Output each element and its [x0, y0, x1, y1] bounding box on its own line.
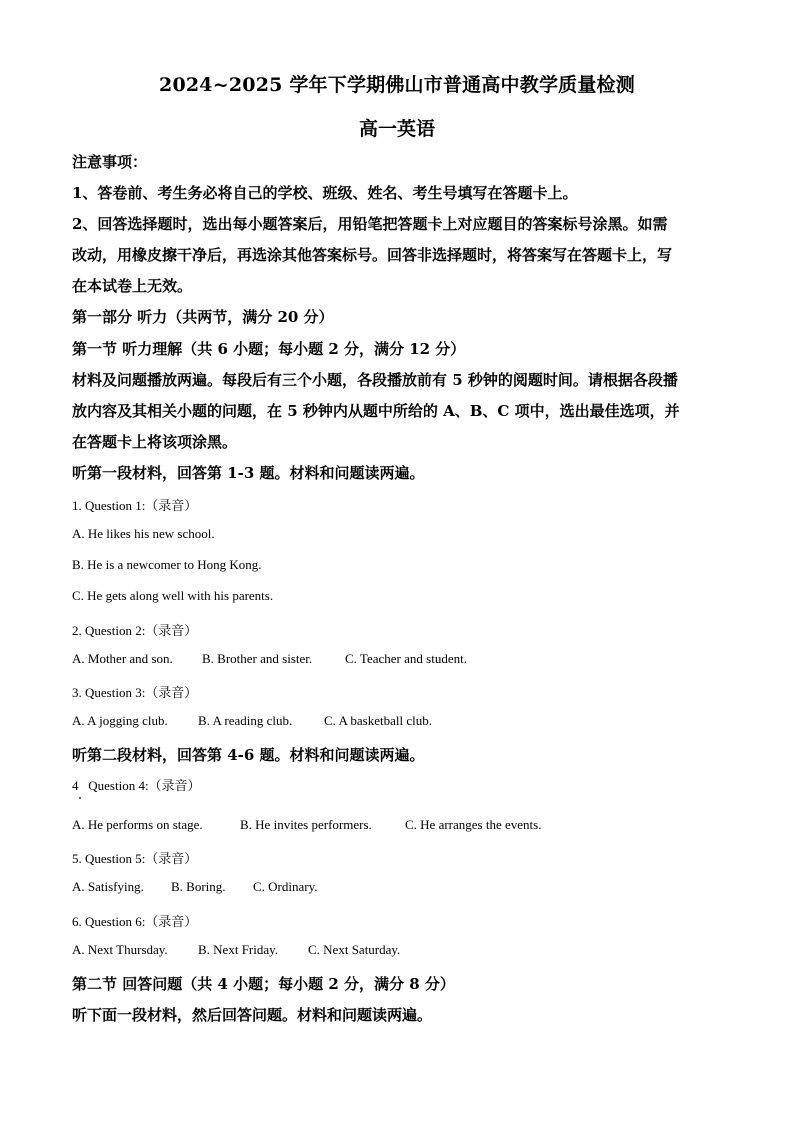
- options-row: [72, 942, 400, 958]
- section-2-instructions: 听下面一段材料，然后回答问题。材料和问题读两遍。: [72, 1006, 433, 1024]
- option-a: A. Mother and son.: [72, 651, 173, 666]
- question-stem: 6. Question 6:（录音）: [72, 914, 198, 929]
- option-a: A. He performs on stage.: [72, 817, 203, 832]
- exam-subject: 高一英语: [358, 118, 435, 140]
- notice-item-2-line-2: 改动，用橡皮擦干净后，再选涂其他答案标号。回答非选择题时，将答案写在答题卡上，写: [72, 246, 673, 264]
- option-a: A. Next Thursday.: [72, 942, 168, 957]
- options-row: [72, 713, 432, 729]
- option-b: B. He is a newcomer to Hong Kong.: [72, 557, 262, 572]
- option-c: C. He gets along well with his parents.: [72, 588, 274, 603]
- section-1-heading: 第一节 听力理解（共 6 小题；每小题 2 分，满分 12 分）: [72, 340, 466, 358]
- option-c: C. A basketball club.: [324, 713, 432, 728]
- segment-2-heading: 听第二段材料，回答第 4-6 题。材料和问题读两遍。: [72, 746, 425, 764]
- option-a: A. He likes his new school.: [72, 526, 215, 541]
- option-b: B. Boring.: [171, 879, 226, 894]
- option-b: B. Next Friday.: [198, 942, 279, 957]
- section-2-heading: 第二节 回答问题（共 4 小题；每小题 2 分，满分 8 分）: [72, 975, 455, 993]
- option-c: C. He arranges the events.: [405, 817, 542, 832]
- question-stem: 3. Question 3:（录音）: [72, 685, 198, 700]
- option-b: B. He invites performers.: [240, 817, 372, 832]
- option-c: C. Ordinary.: [253, 879, 318, 894]
- part-1-heading: 第一部分 听力（共两节，满分 20 分）: [72, 308, 334, 326]
- option-b: B. A reading club.: [198, 713, 293, 728]
- instructions-line-3: 在答题卡上将该项涂黑。: [72, 433, 238, 451]
- question-stem: 1. Question 1:（录音）: [72, 498, 198, 513]
- option-a: A. Satisfying.: [72, 879, 144, 894]
- segment-1-heading: 听第一段材料，回答第 1-3 题。材料和问题读两遍。: [72, 464, 425, 482]
- notice-heading: 注意事项：: [72, 153, 148, 171]
- question-stem: 2. Question 2:（录音）: [72, 623, 198, 638]
- instructions-line-1: 材料及问题播放两遍。每段后有三个小题，各段播放前有 5 秒钟的阅题时间。请根据各段播: [72, 371, 678, 389]
- option-c: C. Teacher and student.: [345, 651, 467, 666]
- option-a: A. A jogging club.: [72, 713, 168, 728]
- exam-title: 2024~2025 学年下学期佛山市普通高中教学质量检测: [159, 74, 635, 96]
- options-row: [72, 651, 467, 667]
- instructions-line-2: 放内容及其相关小题的问题，在 5 秒钟内从题中所给的 A、B、C 项中，选出最佳选项，并: [72, 402, 680, 420]
- option-b: B. Brother and sister.: [202, 651, 313, 666]
- notice-item-2-line-3: 在本试卷上无效。: [72, 277, 193, 295]
- stray-dot-mark: [79, 797, 81, 799]
- notice-item-2-line-1: 2、回答选择题时，选出每小题答案后，用铅笔把答题卡上对应题目的答案标号涂黑。如需: [72, 215, 668, 233]
- options-row: [72, 817, 541, 833]
- option-c: C. Next Saturday.: [308, 942, 401, 957]
- notice-item-1: 1、答卷前、考生务必将自己的学校、班级、姓名、考生号填写在答题卡上。: [72, 184, 578, 202]
- question-stem: 4 Question 4:（录音）: [72, 778, 201, 793]
- options-row: [72, 879, 318, 895]
- question-stem: 5. Question 5:（录音）: [72, 851, 198, 866]
